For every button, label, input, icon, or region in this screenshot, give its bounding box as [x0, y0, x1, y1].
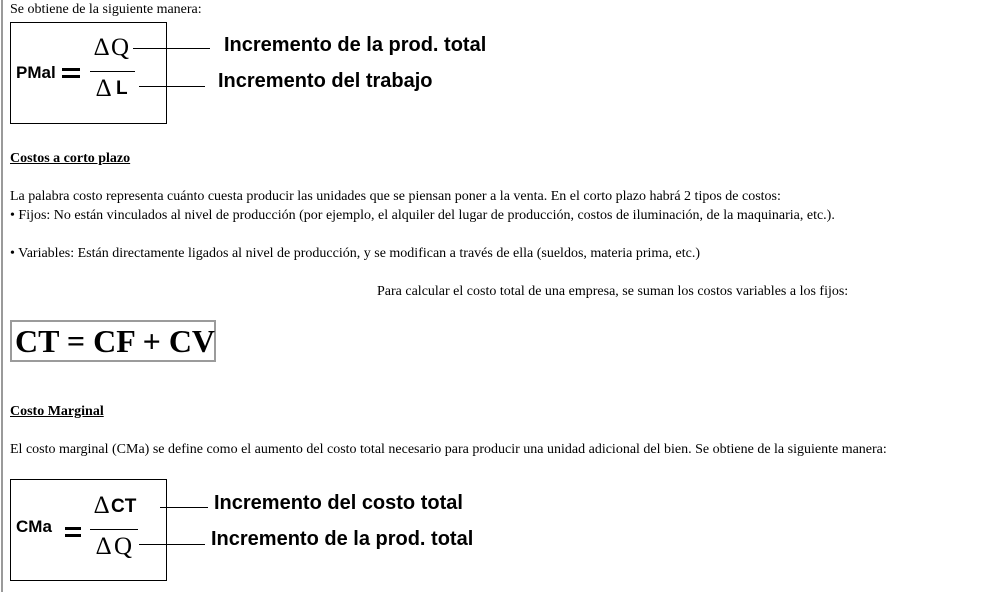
pmal-equals-bar-top	[62, 68, 80, 71]
pmal-delta-denominator-icon: ∆	[96, 75, 112, 102]
pmal-equals-bar-bottom	[62, 75, 80, 78]
pmal-denominator-symbol: L	[116, 78, 128, 99]
cma-label: CMa	[16, 517, 52, 536]
cma-equals-bar-top	[65, 527, 81, 530]
pmal-pointer-bottom	[139, 86, 205, 87]
total-cost-formula: CT = CF + CV	[10, 320, 216, 362]
pmal-annotation-top: Incremento de la prod. total	[224, 34, 487, 56]
pmal-fraction-line	[90, 71, 135, 72]
total-cost-note: Para calcular el costo total de una empresa, se suman los costos variables a los fijos:	[377, 284, 849, 299]
pmal-numerator-symbol: Q	[111, 34, 130, 61]
cma-pointer-top	[160, 507, 208, 508]
pmal-label: PMal	[16, 63, 56, 82]
short-run-costs-heading: Costos a corto plazo	[10, 151, 131, 166]
pmal-pointer-top	[133, 48, 210, 49]
pmal-annotation-bottom: Incremento del trabajo	[218, 70, 433, 92]
cma-fraction-line	[90, 529, 138, 530]
intro-line: Se obtiene de la siguiente manera:	[10, 2, 202, 17]
cma-equals-bar-bottom	[65, 534, 81, 537]
cma-pointer-bottom	[139, 544, 205, 545]
cma-denominator-symbol: Q	[114, 533, 133, 560]
cma-numerator-symbol: CT	[111, 496, 137, 517]
cma-annotation-bottom: Incremento de la prod. total	[211, 528, 474, 550]
short-run-costs-paragraph: La palabra costo representa cuánto cuesta producir las unidades que se piensan poner a la venta. En el corto plazo habrá 2 tipos de costos:	[10, 189, 781, 204]
fixed-costs-item: • Fijos: No están vinculados al nivel de producción (por ejemplo, el alquiler del lugar de producción, costos de iluminación, de la maquinaria, etc.).	[10, 208, 835, 223]
variable-costs-item: • Variables: Están directamente ligados al nivel de producción, y se modifican a través de ella (sueldos, materia prima, etc.)	[10, 246, 701, 261]
cma-annotation-top: Incremento del costo total	[214, 492, 463, 514]
cma-delta-numerator-icon: ∆	[94, 492, 110, 519]
marginal-cost-heading: Costo Marginal	[10, 404, 104, 419]
cma-delta-denominator-icon: ∆	[96, 533, 112, 560]
marginal-cost-paragraph: El costo marginal (CMa) se define como el aumento del costo total necesario para producir una unidad adicional del bien. Se obtiene de la siguiente manera:	[10, 442, 887, 457]
page-left-border	[1, 0, 3, 592]
pmal-delta-numerator-icon: ∆	[94, 34, 110, 61]
